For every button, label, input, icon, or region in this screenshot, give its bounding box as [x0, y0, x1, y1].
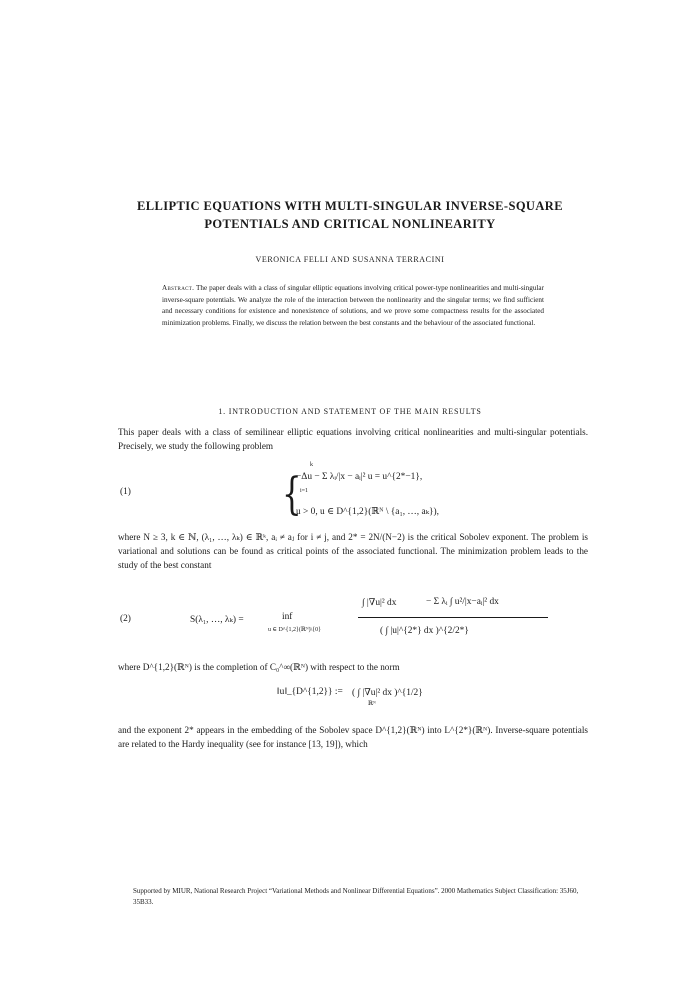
equation-2-lhs: S(λ₁, …, λₖ) =	[190, 615, 244, 625]
after-equation-2-paragraph: where D^{1,2}(ℝᴺ) is the completion of C₀^∞(ℝᴺ) with respect to the norm	[118, 662, 400, 672]
authors: VERONICA FELLI AND SUSANNA TERRACINI	[255, 255, 445, 264]
equation-2-inf-subscript: u ∈ D^{1,2}(ℝᴺ)\{0}	[268, 627, 322, 633]
equation-2-denominator: ( ∫ |u|^{2*} dx )^{2/2*}	[380, 626, 469, 636]
equation-1-line-2: u > 0, u ∈ D^{1,2}(ℝᴺ \ {a₁, …, aₖ}),	[296, 507, 440, 517]
equation-2-inf: inf	[282, 612, 293, 622]
abstract-body: The paper deals with a class of singular elliptic equations involving critical power-type nonlinearities and multi-singular inverse-square potentials. We analyze the role of the interaction between the nonlinearity and the singular terms; we find sufficient and necessary conditions for existence and nonexistence of solutions, and we prove some compactness results for the associated minimization problems. Finally, we discuss the relation between the best constants and the behaviour of the associated functional.	[162, 284, 545, 327]
equation-2-fraction-bar	[358, 617, 548, 618]
equation-2-number: (2)	[120, 614, 131, 624]
section-heading: 1. INTRODUCTION AND STATEMENT OF THE MAIN RESULTS	[218, 407, 482, 416]
norm-domain: ℝᴺ	[368, 701, 376, 707]
equation-1-line-1: −Δu − Σ λᵢ/|x − aᵢ|² u = u^{2*−1},	[296, 472, 423, 482]
title-line-1: ELLIPTIC EQUATIONS WITH MULTI-SINGULAR INVERSE-SQUARE	[137, 199, 563, 213]
title-line-2: POTENTIALS AND CRITICAL NONLINEARITY	[204, 217, 496, 231]
abstract	[162, 283, 544, 329]
footnote: Supported by MIUR, National Research Project “Variational Methods and Nonlinear Differential Equations”. 2000 Mathematics Subject Classification: 35J60, 35B33.	[133, 887, 579, 906]
equation-1-sum-bottom: i=1	[300, 488, 309, 494]
intro-paragraph: This paper deals with a class of semilinear elliptic equations involving critical nonlinearities and multi-singular potentials. Precisely, we study the following problem	[118, 427, 588, 451]
abstract-lead: Abstract.	[162, 284, 195, 292]
equation-1-sum-top: k	[310, 462, 313, 468]
equation-1-number: (1)	[120, 487, 131, 497]
equation-1-brace: {	[282, 469, 302, 520]
equation-2-numerator-a: ∫ |∇u|² dx	[362, 598, 397, 608]
norm-rhs: ( ∫ |∇u|² dx )^{1/2}	[352, 688, 423, 698]
after-equation-1-paragraph: where N ≥ 3, k ∈ ℕ, (λ₁, …, λₖ) ∈ ℝᵏ, aᵢ ≠ aⱼ for i ≠ j, and 2* = 2N/(N−2) is the critical Sobolev exponent. The problem is variational and solutions can be found as critical points of the associated functional. The minimization problem leads to the study of the best constant	[118, 532, 588, 570]
equation-2-numerator-b: − Σ λᵢ ∫ u²/|x−aᵢ|² dx	[426, 597, 499, 607]
closing-paragraph: and the exponent 2* appears in the embedding of the Sobolev space D^{1,2}(ℝᴺ) into L^{2*}(ℝᴺ). Inverse-square potentials are related to the Hardy inequality (see for instance [13, 19]), which	[118, 725, 588, 749]
paper-title	[120, 197, 580, 233]
norm-lhs: ‖u‖_{D^{1,2}} :=	[277, 687, 343, 697]
